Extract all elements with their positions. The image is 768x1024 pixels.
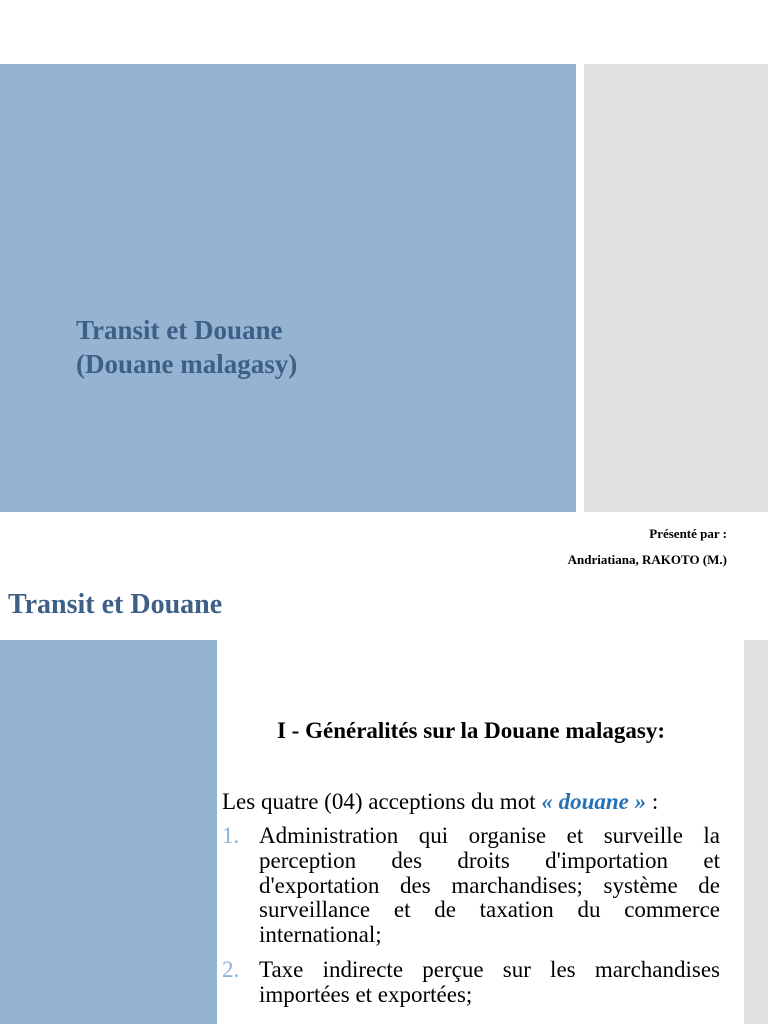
list-item: [222, 824, 720, 948]
slide-2: [0, 576, 768, 1024]
presentation-title-line-2: (Douane malagasy): [76, 349, 298, 379]
list-item-line: surveillance et de taxation du commerce: [259, 897, 720, 923]
intro-colon: :: [651, 789, 659, 814]
presentation-title-line-1: Transit et Douane: [76, 315, 283, 345]
intro-sentence: [222, 789, 658, 814]
presenter-name: Andriatiana, RAKOTO (M.): [567, 552, 727, 567]
presented-by-label: Présenté par :: [649, 526, 727, 541]
list-item-text: [259, 824, 720, 948]
list-item-text: [259, 958, 720, 1008]
list-item-line: importées et exportées;: [259, 981, 473, 1007]
intro-text: Les quatre (04) acceptions du mot: [222, 789, 536, 814]
list-item-line: international;: [259, 922, 382, 947]
list-item: [222, 958, 720, 1008]
list-item-line: Taxe indirecte perçue sur les marchandises: [259, 957, 720, 982]
definition-list: [222, 824, 720, 1008]
section-heading: I - Généralités sur la Douane malagasy:: [276, 718, 665, 743]
right-strip-gray: [744, 640, 768, 1024]
list-item-line: Administration qui organise et surveille la: [259, 823, 720, 848]
intro-term: « douane »: [541, 789, 647, 814]
title-panel-blue: [0, 64, 576, 512]
list-item-number: 1.: [222, 823, 240, 848]
list-item-number: 2.: [222, 957, 240, 982]
slide-title: Transit et Douane: [8, 589, 223, 620]
left-panel-blue: [0, 640, 217, 1024]
side-panel-gray: [584, 64, 768, 512]
presentation-title: [76, 313, 297, 381]
list-item-line: d'exportation des marchandises; système de: [259, 872, 720, 898]
list-item-line: perception des droits d'importation et: [259, 847, 720, 873]
